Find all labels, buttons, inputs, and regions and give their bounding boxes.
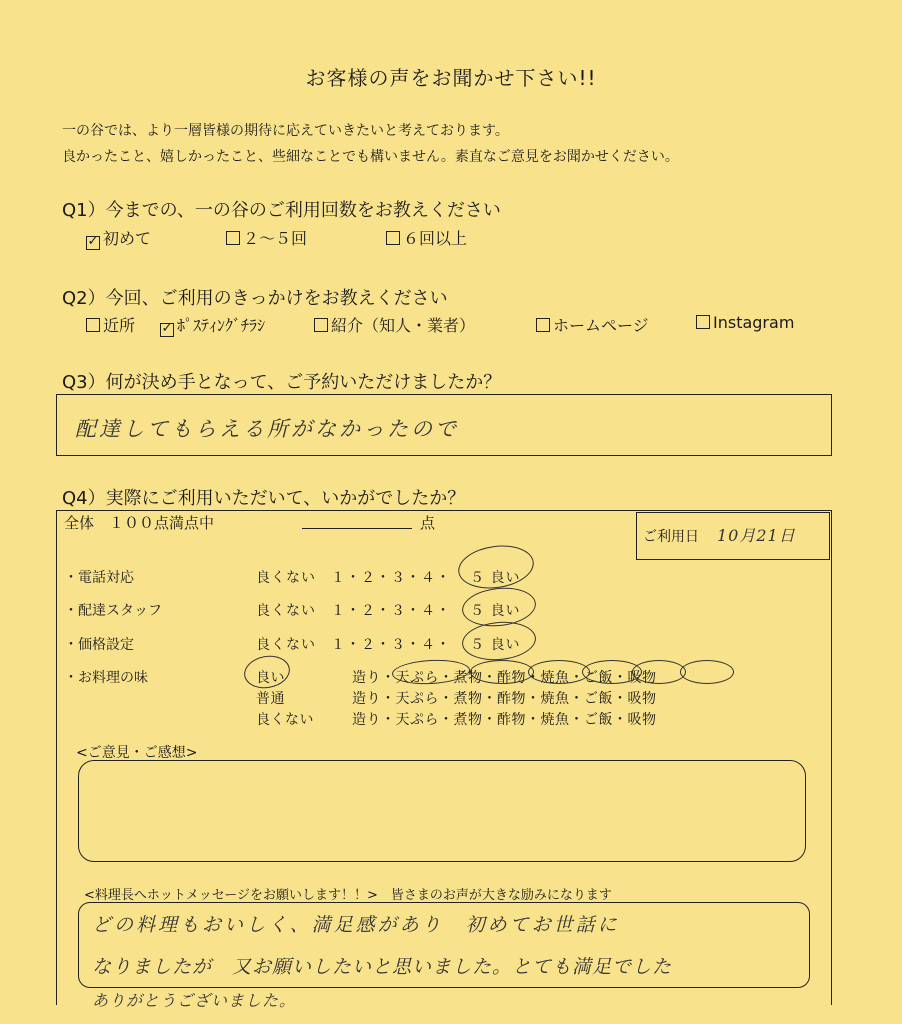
usage-date-label: ご利用日 — [643, 529, 699, 545]
dish-item[interactable]: ご飯 — [584, 712, 613, 728]
dish-item[interactable]: 酢物 — [497, 691, 526, 707]
dish-item[interactable]: 煮物 — [453, 670, 483, 686]
q1-option-6-plus[interactable]: ６回以上 — [386, 226, 467, 249]
selection-circle-dish — [632, 660, 686, 684]
q2-option-instagram[interactable]: Instagram — [696, 313, 794, 332]
dish-item[interactable]: 焼魚 — [540, 670, 570, 686]
message-line-2: なりましたが 又お願いしたいと思いました。とても満足でした — [92, 956, 673, 978]
rating-label-delivery-staff: ・配達スタッフ — [64, 603, 162, 619]
q1-option-first-time[interactable]: ✓ 初めて — [87, 229, 152, 249]
q1-option-2-5[interactable]: ２～５回 — [226, 226, 307, 249]
dish-item[interactable]: 吸物 — [627, 670, 657, 686]
intro-line-2: 良かったこと、嬉しかったこと、些細なことでも構いません。素直なご意見をお聞かせください。 — [62, 149, 679, 165]
dish-item[interactable]: 焼魚 — [540, 712, 570, 728]
dish-item[interactable]: 天ぷら — [395, 670, 439, 686]
rating-scale-price: 良くない １・２・３・４・ — [256, 637, 451, 653]
checkbox-icon — [226, 231, 240, 245]
message-line-1: どの料理もおいしく、満足感があり 初めてお世話に — [92, 914, 620, 936]
usage-date-value: 10月21日 — [717, 526, 796, 545]
dish-list-normal: 造り・天ぷら・煮物・酢物・焼魚・ご飯・吸物 — [352, 691, 657, 707]
taste-level-normal[interactable]: 普通 — [256, 691, 285, 707]
taste-label: ・お料理の味 — [64, 670, 148, 686]
q3-label: Q3）何が決め手となって、ご予約いただけましたか？ — [62, 372, 502, 393]
dish-list-bad: 造り・天ぷら・煮物・酢物・焼魚・ご飯・吸物 — [352, 712, 657, 728]
q2-option-referral[interactable]: 紹介（知人・業者） — [314, 313, 475, 336]
rating-scale-phone: 良くない １・２・３・４・ — [256, 570, 451, 586]
checkbox-icon — [696, 315, 710, 329]
dish-item[interactable]: 吸物 — [627, 691, 657, 707]
message-label: <料理長へホットメッセージをお願いします！！> 皆さまのお声が大きな励みになります — [84, 888, 612, 903]
rating-scale-delivery-staff: 良くない １・２・３・４・ — [256, 603, 451, 619]
q1-label: Q1）今までの、一の谷のご利用回数をお教えください — [62, 200, 501, 221]
usage-date-box[interactable] — [636, 512, 830, 560]
q3-answer-box[interactable] — [56, 394, 832, 456]
q2-label: Q2）今回、ご利用のきっかけをお教えください — [62, 288, 448, 309]
taste-level-good[interactable]: 良い — [256, 670, 285, 686]
rating-label-price: ・価格設定 — [64, 637, 134, 653]
q2-option-homepage[interactable]: ホームページ — [536, 313, 649, 336]
checkbox-checked-icon: ✓ — [87, 234, 99, 249]
selection-circle-dish — [528, 660, 590, 684]
dish-item[interactable]: 造り — [352, 691, 381, 707]
opinion-label: <ご意見・ご感想> — [76, 745, 198, 761]
checkbox-icon — [86, 318, 100, 332]
dish-list-good: 造り・天ぷら・煮物・酢物・焼魚・ご飯・吸物 — [352, 670, 657, 686]
dish-item[interactable]: 酢物 — [497, 712, 526, 728]
dish-item[interactable]: 造り — [352, 712, 381, 728]
checkbox-icon — [386, 231, 400, 245]
rating-top-price[interactable]: ５ 良い — [470, 637, 521, 653]
selection-circle-dish — [680, 660, 734, 684]
score-field[interactable] — [302, 528, 412, 529]
opinion-textarea[interactable] — [78, 760, 806, 862]
q4-label: Q4）実際にご利用いただいて、いかがでしたか？ — [62, 488, 466, 509]
rating-top-phone[interactable]: ５ 良い — [470, 570, 521, 586]
q3-answer-text: 配達してもらえる所がなかったので — [75, 417, 459, 441]
dish-item[interactable]: 天ぷら — [395, 691, 439, 707]
dish-item[interactable]: 煮物 — [453, 691, 483, 707]
dish-item[interactable]: 吸物 — [627, 712, 657, 728]
score-unit: 点 — [420, 514, 436, 532]
taste-level-bad[interactable]: 良くない — [256, 712, 314, 728]
checkbox-icon — [314, 318, 328, 332]
dish-item[interactable]: 酢物 — [497, 670, 526, 686]
dish-item[interactable]: 天ぷら — [395, 712, 439, 728]
checkbox-checked-icon: ✓ — [161, 321, 173, 336]
q2-option-neighborhood[interactable]: 近所 — [86, 313, 135, 336]
dish-item[interactable]: 煮物 — [453, 712, 483, 728]
score-label: 全体 １００点満点中 — [64, 514, 215, 532]
dish-item[interactable]: ご飯 — [584, 670, 613, 686]
dish-item[interactable]: 焼魚 — [540, 691, 570, 707]
q2-option-posting-flyer[interactable]: ✓ ﾎﾟｽﾃｨﾝｸﾞﾁﾗｼ — [161, 316, 266, 336]
selection-circle-dish — [470, 660, 534, 684]
dish-item[interactable]: ご飯 — [584, 691, 613, 707]
intro-line-1: 一の谷では、より一層皆様の期待に応えていきたいと考えております。 — [62, 123, 509, 139]
rating-top-delivery-staff[interactable]: ５ 良い — [470, 603, 521, 619]
message-line-3: ありがとうございました。 — [92, 991, 297, 1010]
dish-item[interactable]: 造り — [352, 670, 381, 686]
survey-title: お客様の声をお聞かせ下さい!! — [305, 66, 597, 90]
checkbox-icon — [536, 318, 550, 332]
rating-label-phone: ・電話対応 — [64, 570, 134, 586]
